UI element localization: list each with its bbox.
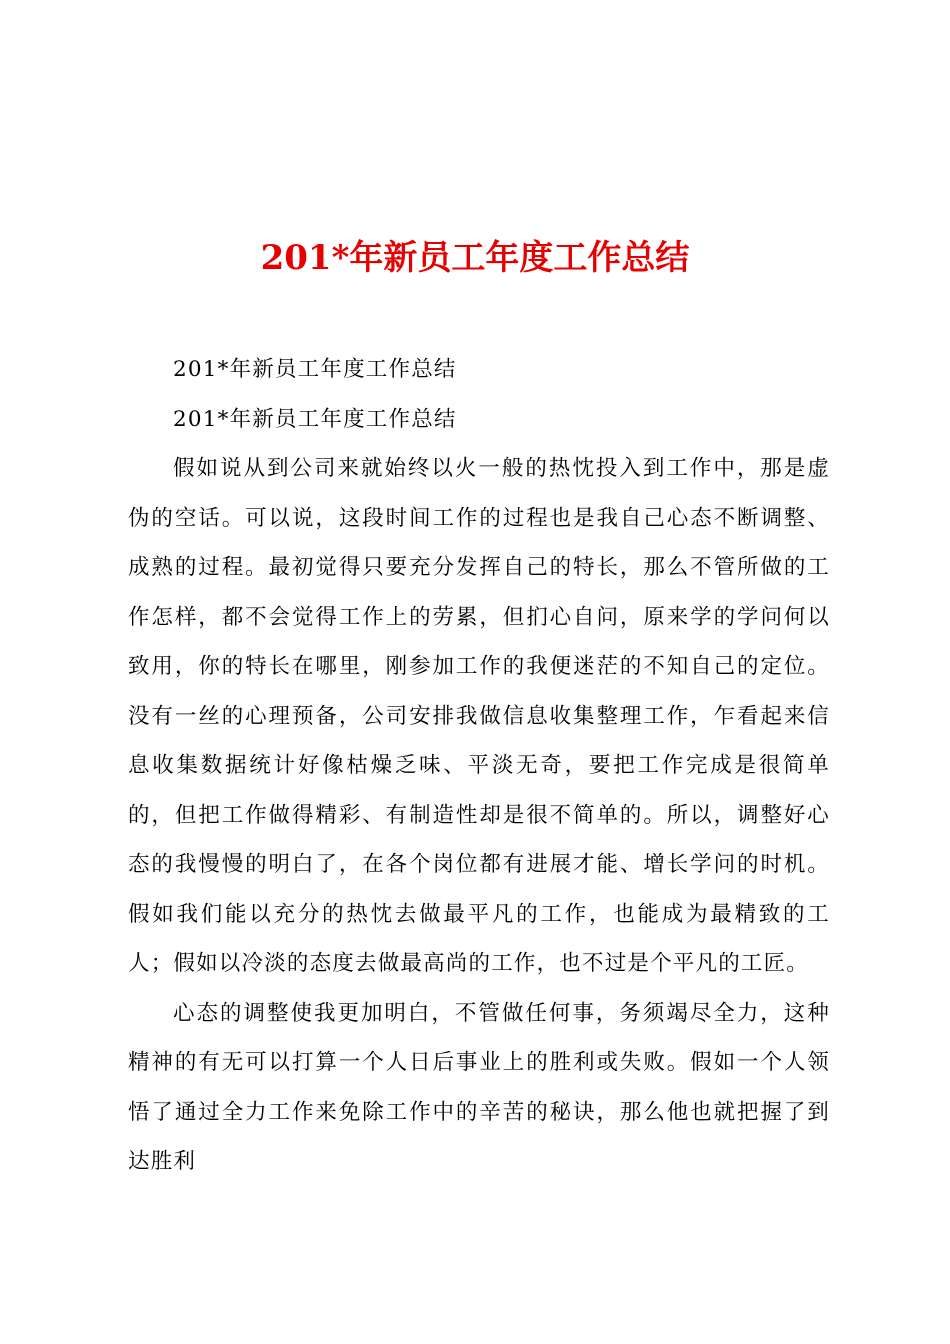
- document-body: [128, 345, 830, 1187]
- body-paragraph: 假如说从到公司来就始终以火一般的热忱投入到工作中，那是虚伪的空话。可以说，这段时间工作的过程也是我自己心态不断调整、成熟的过程。最初觉得只要充分发挥自己的特长，那么不管所做的工作怎样，都不会觉得工作上的劳累，但扪心自问，原来学的学问何以致用，你的特长在哪里，刚参加工作的我便迷茫的不知自己的定位。没有一丝的心理预备，公司安排我做信息收集整理工作，乍看起来信息收集数据统计好像枯燥乏味、平淡无奇，要把工作完成是很简单的，但把工作做得精彩、有制造性却是很不简单的。所以，调整好心态的我慢慢的明白了，在各个岗位都有进展才能、增长学问的时机。假如我们能以充分的热忱去做最平凡的工作，也能成为最精致的工人；假如以冷淡的态度去做最高尚的工作，也不过是个平凡的工匠。: [128, 456, 830, 976]
- subtitle-line: 201*年新员工年度工作总结: [173, 357, 457, 382]
- subtitle-line: 201*年新员工年度工作总结: [173, 406, 457, 432]
- body-paragraph: 心态的调整使我更加明白，不管做任何事，务须竭尽全力，这种精神的有无可以打算一个人日后事业上的胜利或失败。假如一个人领悟了通过全力工作来免除工作中的辛苦的秘诀，那么他也就把握了到达胜利: [128, 1000, 830, 1174]
- document-title: 201*年新员工年度工作总结: [260, 237, 690, 278]
